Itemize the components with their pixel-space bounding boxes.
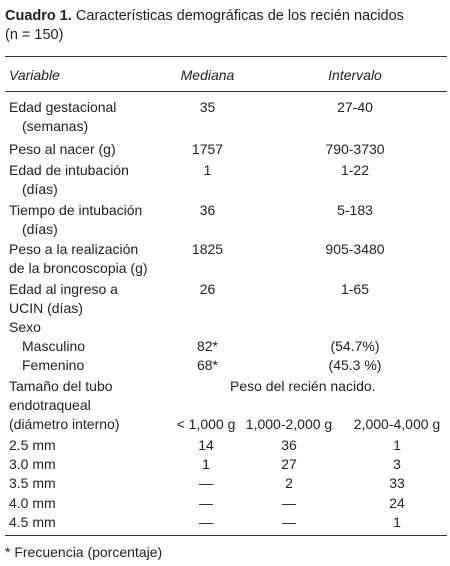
- header-variable: Variable: [9, 67, 60, 83]
- cell-mediana: 35: [199, 99, 216, 115]
- row-label: Tiempo de intubación: [9, 202, 143, 218]
- row-label: (días): [22, 221, 58, 237]
- table-cell: 1: [202, 456, 210, 472]
- sub-header: < 1,000 g: [176, 416, 236, 432]
- tube-size: 2.5 mm: [9, 437, 56, 453]
- table-cell: 14: [198, 437, 214, 453]
- header-rule: [5, 91, 447, 92]
- row-label: Masculino: [22, 338, 86, 354]
- row-label: Femenino: [22, 357, 85, 373]
- row-label: Edad de intubación: [9, 162, 129, 178]
- header-intervalo: Intervalo: [328, 67, 382, 83]
- table-cell: 33: [389, 475, 405, 491]
- tube-size: 3.5 mm: [9, 475, 56, 491]
- bottom-rule: [5, 535, 447, 536]
- cell-intervalo: (45.3 %): [328, 357, 382, 373]
- cell-mediana: 36: [199, 202, 216, 218]
- tube-size: 3.0 mm: [9, 456, 56, 472]
- cell-mediana: 1: [203, 162, 212, 178]
- header-mediana: Mediana: [180, 67, 235, 83]
- cell-intervalo: 905-3480: [325, 241, 385, 257]
- caption-text: Características demográficas de los recién nacidos: [71, 8, 404, 24]
- cell-intervalo: 1-22: [340, 162, 370, 178]
- table-caption: [5, 7, 445, 45]
- table-cell: —: [199, 495, 213, 511]
- table-cell: 24: [389, 495, 405, 511]
- sub-header: 1,000-2,000 g: [245, 416, 333, 432]
- cell-mediana: 1757: [191, 141, 224, 157]
- table-cell: —: [282, 495, 296, 511]
- tube-size: 4.0 mm: [9, 495, 56, 511]
- table-cell: 3: [393, 456, 401, 472]
- tube-size: 4.5 mm: [9, 514, 56, 530]
- table-cell: 27: [281, 456, 297, 472]
- cell-mediana: 68*: [196, 357, 219, 373]
- caption-line2: (n = 150): [5, 27, 64, 43]
- sub-header: 2,000-4,000 g: [353, 416, 441, 432]
- row-label: de la broncoscopia (g): [9, 260, 148, 276]
- cell-intervalo: 27-40: [337, 99, 373, 115]
- table-cell: 1: [393, 437, 401, 453]
- cell-mediana: 26: [199, 281, 216, 297]
- cell-mediana: 1825: [191, 241, 224, 257]
- row-label: Peso a la realización: [9, 241, 139, 257]
- cell-mediana: 82*: [196, 338, 219, 354]
- row-label: Edad gestacional: [9, 99, 117, 115]
- table-cell: 36: [281, 437, 297, 453]
- row-label: Edad al ingreso a: [9, 281, 118, 297]
- cell-intervalo: (54.7%): [330, 338, 380, 354]
- table-cell: 2: [285, 475, 293, 491]
- caption-label: Cuadro 1.: [5, 8, 72, 24]
- row-label: Sexo: [9, 319, 41, 335]
- cell-intervalo: 5-183: [337, 202, 373, 218]
- row-label: (semanas): [22, 118, 89, 134]
- table-cell: —: [199, 514, 213, 530]
- peso-header: Peso del recién nacido.: [230, 378, 376, 394]
- row-label: (días): [22, 181, 58, 197]
- top-rule: [5, 56, 447, 57]
- table-cell: —: [199, 475, 213, 491]
- footnote: * Frecuencia (porcentaje): [5, 544, 163, 560]
- table-cell: 1: [393, 514, 401, 530]
- row-label: Tamaño del tubo: [9, 378, 113, 394]
- row-label: Peso al nacer (g): [9, 141, 116, 157]
- row-label: UCIN (días): [9, 300, 83, 316]
- row-label: (diámetro interno): [9, 416, 120, 432]
- cell-intervalo: 1-65: [340, 281, 370, 297]
- row-label: endotraqueal: [9, 397, 91, 413]
- cell-intervalo: 790-3730: [325, 141, 385, 157]
- table-cell: —: [282, 514, 296, 530]
